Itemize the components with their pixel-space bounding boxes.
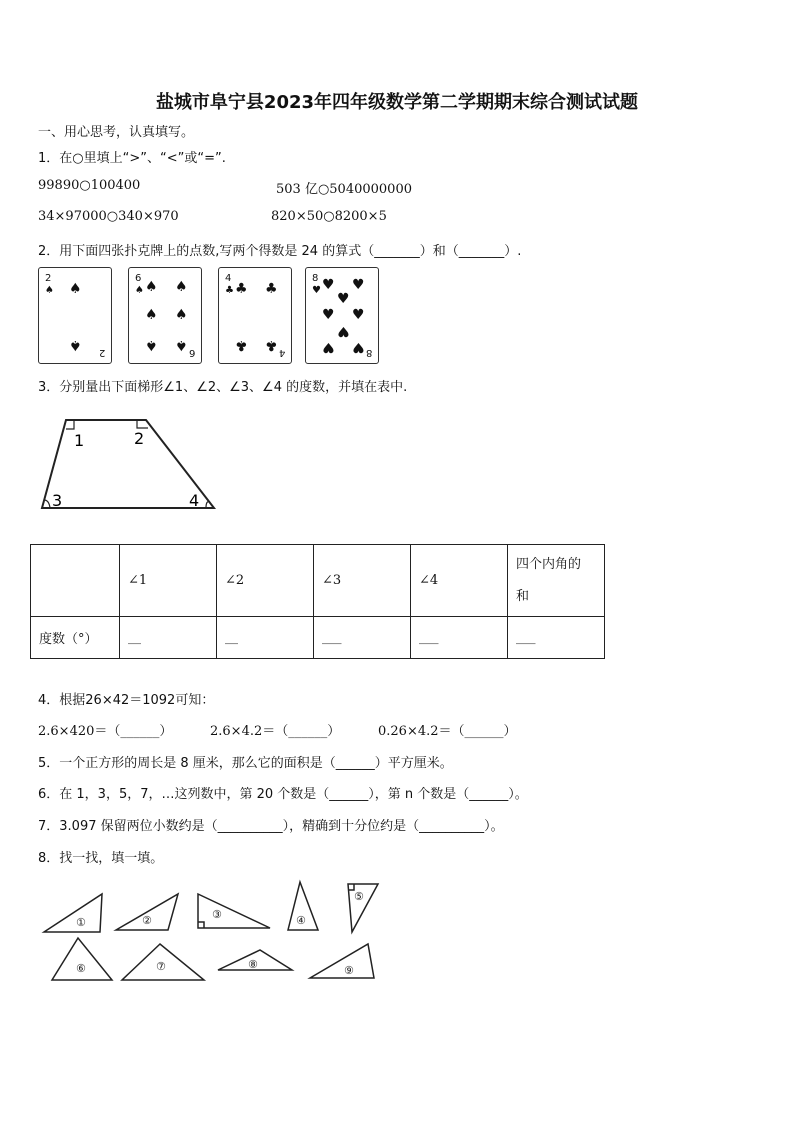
- header-text: 四个内角的: [516, 556, 582, 572]
- heart-icon: ♥: [352, 277, 365, 293]
- angle-label: 2: [134, 429, 145, 448]
- q1-item: 820×50○8200×5: [271, 209, 387, 224]
- card-rank: 6: [188, 347, 195, 358]
- spade-icon: ♠: [145, 307, 158, 323]
- triangle-label: ⑧: [248, 958, 258, 971]
- page-title: 盐城市阜宁县2023年四年级数学第二学期期末综合测试试题: [155, 92, 639, 113]
- q4-item: 0.26×4.2＝（______）: [378, 724, 517, 739]
- club-icon: ♣: [265, 281, 278, 297]
- spade-icon: ♠: [69, 337, 82, 353]
- triangles-figure: [38, 878, 388, 988]
- angle-label: 1: [74, 431, 85, 450]
- table-header: ∠3: [314, 545, 411, 617]
- spade-icon: ♠: [175, 307, 188, 323]
- club-icon: ♣: [265, 337, 278, 353]
- card-rank: 2: [45, 273, 52, 284]
- spade-icon: ♠: [135, 285, 144, 296]
- angle-mark: [66, 420, 74, 429]
- card-rank: 2: [98, 347, 105, 358]
- answer-blank[interactable]: ___: [411, 617, 508, 659]
- answer-blank[interactable]: __: [120, 617, 217, 659]
- triangle-label: ④: [296, 914, 306, 927]
- table-header: ∠4: [411, 545, 508, 617]
- question-2: 2．用下面四张扑克牌上的点数,写两个得数是 24 的算式（_______）和（_______）.: [38, 244, 522, 259]
- spade-icon: ♠: [175, 279, 188, 295]
- spade-icon: ♠: [145, 337, 158, 353]
- right-angle-mark: [198, 922, 204, 928]
- card-rank: 8: [365, 347, 372, 358]
- playing-card: [38, 267, 112, 364]
- section-heading: 一、用心思考，认真填写。: [38, 125, 195, 140]
- q4-item: 2.6×4.2＝（______）: [210, 724, 341, 739]
- row-label: 度数（°）: [31, 617, 120, 659]
- playing-card: [305, 267, 379, 364]
- triangle-label: ②: [142, 914, 152, 927]
- card-rank: 4: [278, 347, 285, 358]
- table-header: ∠1: [120, 545, 217, 617]
- heart-icon: ♥: [352, 339, 365, 355]
- card-rank: 6: [135, 273, 142, 284]
- heart-icon: ♥: [322, 277, 335, 293]
- table-cell: [31, 545, 120, 617]
- triangle-label: ⑥: [76, 962, 86, 975]
- question-7: 7．3.097 保留两位小数约是（__________），精确到十分位约是（__________）。: [38, 819, 504, 834]
- club-icon: ♣: [225, 285, 234, 296]
- card-rank: 8: [312, 273, 319, 284]
- triangle-label: ③: [212, 908, 222, 921]
- playing-card: [218, 267, 292, 364]
- q1-item: 99890○100400: [38, 178, 141, 193]
- angle-label: 4: [189, 491, 200, 510]
- spade-icon: ♠: [69, 281, 82, 297]
- triangle-label: ①: [76, 916, 86, 929]
- spade-icon: ♠: [175, 337, 188, 353]
- card-rank: 4: [225, 273, 232, 284]
- question-8: 8．找一找，填一填。: [38, 851, 164, 866]
- question-6: 6．在 1，3，5，7，…这列数中，第 20 个数是（______），第 n 个数是（______）。: [38, 787, 528, 802]
- answer-blank[interactable]: ___: [314, 617, 411, 659]
- question-3: 3．分别量出下面梯形∠1、∠2、∠3、∠4 的度数，并填在表中.: [38, 380, 408, 395]
- triangle-shape: [44, 894, 102, 932]
- heart-icon: ♥: [352, 307, 365, 323]
- spade-icon: ♠: [45, 285, 54, 296]
- playing-card: [128, 267, 202, 364]
- triangle-label: ⑨: [344, 964, 354, 977]
- triangle-label: ⑤: [354, 890, 364, 903]
- question-1: 1．在○里填上“>”、“<”或“=”.: [38, 151, 226, 166]
- q1-item: 34×97000○340×970: [38, 209, 179, 224]
- club-icon: ♣: [235, 281, 248, 297]
- table-header: ∠2: [217, 545, 314, 617]
- triangle-shape: [310, 944, 374, 978]
- heart-icon: ♥: [337, 291, 350, 307]
- heart-icon: ♥: [322, 339, 335, 355]
- heart-icon: ♥: [337, 323, 350, 339]
- triangle-shape: [198, 894, 270, 928]
- q1-item: 503 亿○5040000000: [276, 182, 412, 197]
- question-5: 5．一个正方形的周长是 8 厘米，那么它的面积是（______）平方厘米。: [38, 756, 453, 771]
- angle-label: 3: [52, 491, 63, 510]
- trapezoid-figure: [36, 412, 226, 512]
- answer-blank[interactable]: ___: [508, 617, 605, 659]
- heart-icon: ♥: [322, 307, 335, 323]
- angle-table: [30, 544, 605, 659]
- table-row: [31, 545, 605, 617]
- club-icon: ♣: [235, 337, 248, 353]
- heart-icon: ♥: [312, 285, 321, 296]
- table-row: [31, 617, 605, 659]
- header-text: 和: [516, 588, 530, 604]
- angle-mark: [44, 500, 50, 508]
- triangle-label: ⑦: [156, 960, 166, 973]
- answer-blank[interactable]: __: [217, 617, 314, 659]
- q4-item: 2.6×420＝（______）: [38, 724, 173, 739]
- spade-icon: ♠: [145, 279, 158, 295]
- table-header: [508, 545, 605, 617]
- question-4: 4．根据26×42＝1092可知：: [38, 693, 215, 708]
